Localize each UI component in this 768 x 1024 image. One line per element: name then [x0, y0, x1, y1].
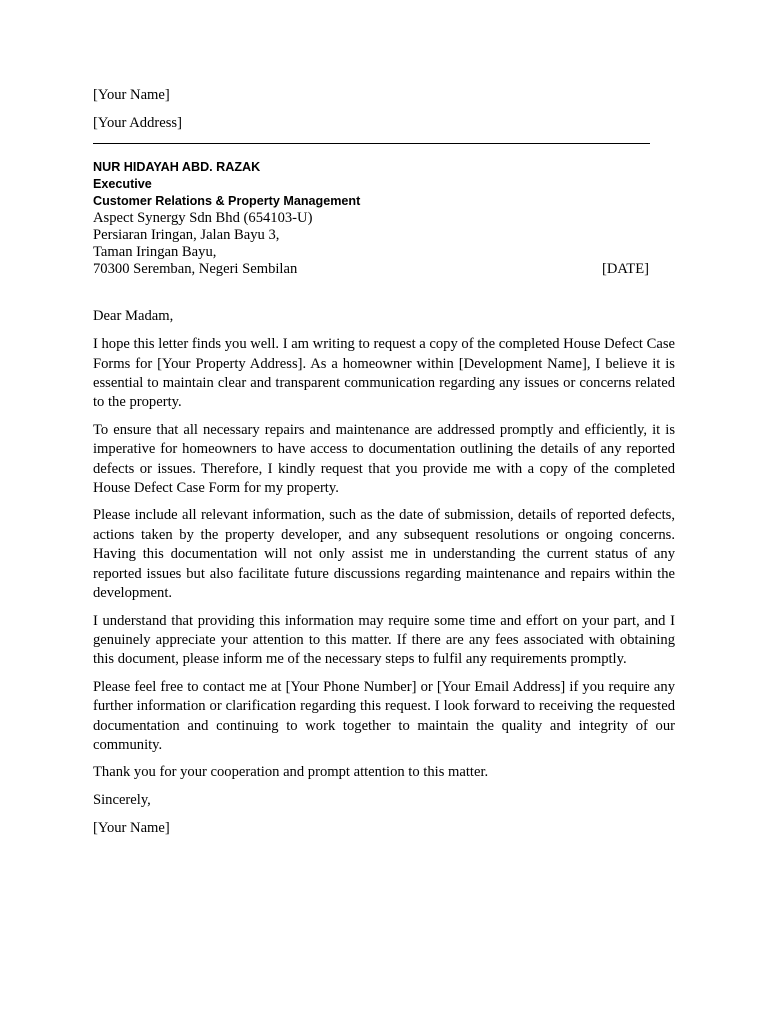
signature-name: [Your Name] — [93, 820, 170, 837]
body-paragraph: Please include all relevant information, such as the date of submission, details of reported defects, actions taken by the property developer, and any subsequent resolutions or ongoing concerns. Having this documentation will not only assist me in understanding the current status of any reported issues but also facilitate future discussions regarding maintenance and repairs within the development. — [93, 507, 675, 602]
recipient-address-line: Aspect Synergy Sdn Bhd (654103-U) — [93, 209, 313, 226]
letter-page — [93, 86, 675, 839]
recipient-address-line: Persiaran Iringan, Jalan Bayu 3, — [93, 226, 280, 243]
body-paragraph: To ensure that all necessary repairs and maintenance are addressed promptly and efficiently, it is imperative for homeowners to have access to documentation outlining the details of any reported defects or issues. Therefore, I kindly request that you provide me with a copy of the completed House Defect Case Form for my property. — [93, 421, 675, 497]
closing: Sincerely, — [93, 791, 151, 808]
salutation: Dear Madam, — [93, 307, 174, 324]
body-paragraph: I understand that providing this information may require some time and effort on your part, and I genuinely appreciate your attention to this matter. If there are any fees associated with obtaining this document, please inform me of the necessary steps to fulfil any requirements promptly. — [93, 612, 675, 668]
body-paragraph: Please feel free to contact me at [Your Phone Number] or [Your Email Address] if you require any further information or clarification regarding this request. I look forward to receiving the requested documentation and continuing to work together to maintain the quality and integrity of our community. — [93, 678, 675, 753]
divider-line — [93, 143, 650, 144]
recipient-title: Executive — [93, 176, 152, 191]
letter-date: [DATE] — [601, 260, 649, 277]
body-paragraph: I hope this letter finds you well. I am writing to request a copy of the completed House Defect Case Forms for [Your Property Address]. As a homeowner within [Development Name], I believe it is essential to maintain clear and transparent communication regarding any issues or concerns related to the property. — [93, 336, 675, 411]
recipient-name: NUR HIDAYAH ABD. RAZAK — [93, 159, 261, 174]
recipient-department: Customer Relations & Property Management — [93, 193, 361, 208]
recipient-address-line: Taman Iringan Bayu, — [93, 243, 217, 260]
recipient-block — [93, 159, 675, 278]
body-paragraph: Thank you for your cooperation and prompt attention to this matter. — [93, 764, 489, 781]
sender-address: [Your Address] — [93, 115, 182, 132]
recipient-address-line: 70300 Seremban, Negeri Sembilan — [93, 260, 298, 277]
sender-name: [Your Name] — [93, 87, 170, 103]
